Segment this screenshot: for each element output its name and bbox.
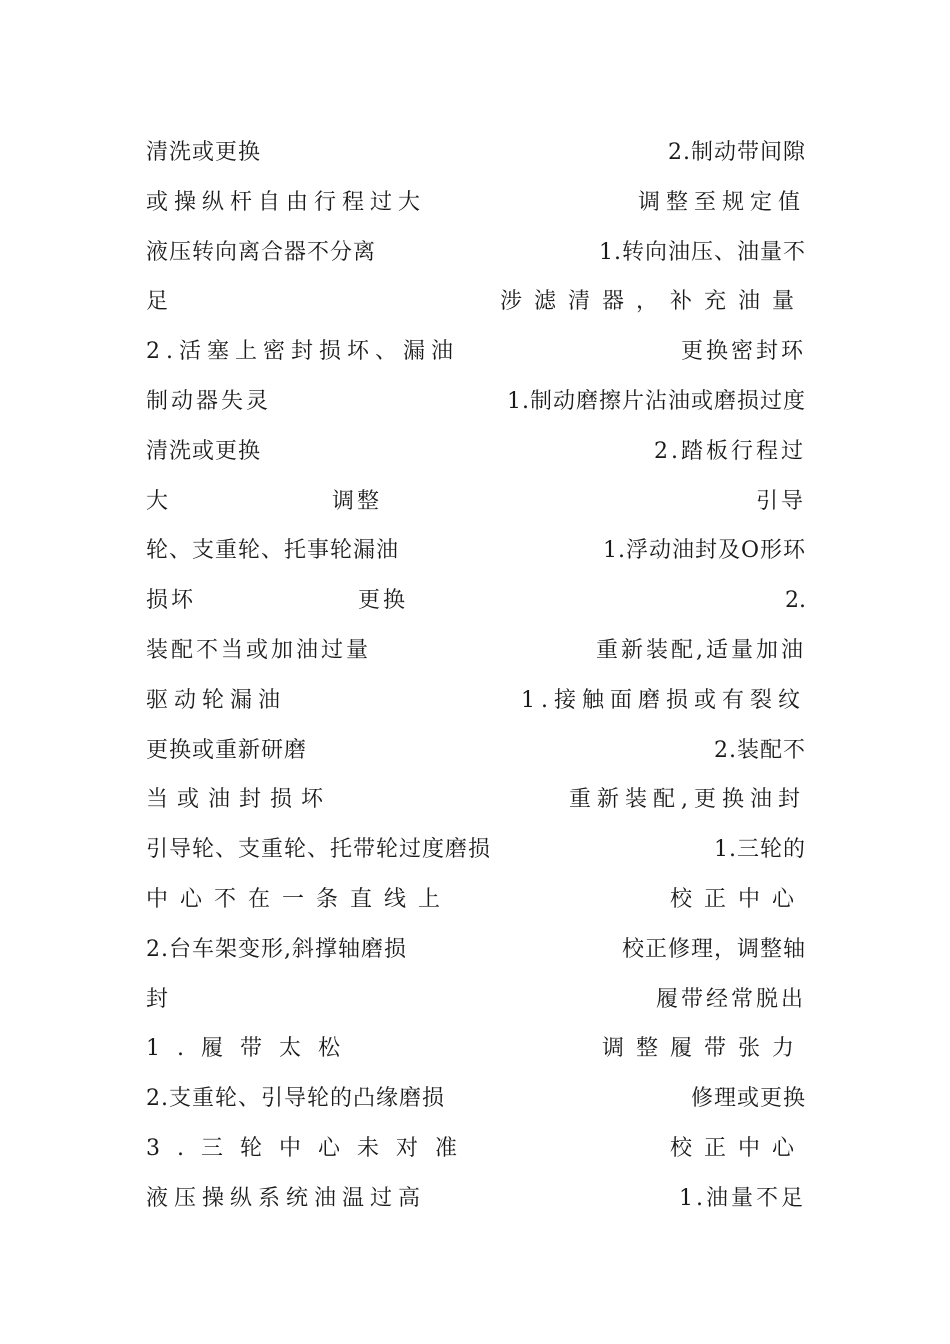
- text-line: [146, 775, 806, 825]
- line-right-text: 校正中心: [669, 886, 806, 912]
- text-line: [146, 228, 806, 278]
- line-left-text: 引导轮、支重轮、托带轮过度磨损: [146, 837, 492, 863]
- line-right-text: 校正修理，调整轴: [621, 936, 806, 962]
- text-line: [146, 925, 806, 975]
- text-line: [146, 1124, 806, 1174]
- text-line: [146, 327, 806, 377]
- line-left-text: 液压转向离合器不分离: [146, 239, 377, 265]
- line-right-text: 履带经常脱出: [655, 986, 806, 1012]
- line-left-text: 2.台车架变形,斜撑轴磨损: [146, 936, 407, 962]
- line-left-text: 2.支重轮、引导轮的凸缘磨损: [146, 1086, 445, 1112]
- line-right-text: 2.踏板行程过: [654, 438, 806, 464]
- line-right-text: 1.油量不足: [679, 1185, 806, 1211]
- line-right-text: 1.制动磨擦片沾油或磨损过度: [507, 388, 806, 414]
- line-left-text: 3.三轮中心未对准: [146, 1135, 474, 1161]
- line-right-text: 调整履带张力: [601, 1036, 806, 1062]
- line-left-text: 足: [146, 289, 169, 315]
- text-line: [146, 726, 806, 776]
- line-right-text: 修理或更换: [690, 1086, 806, 1112]
- text-line: [146, 377, 806, 427]
- line-left-text: 轮、支重轮、托事轮漏油: [146, 538, 400, 564]
- line-left-text: 清洗或更换: [146, 140, 262, 165]
- line-left-text: 驱动轮漏油: [146, 687, 287, 713]
- line-left-text: 损坏: [146, 588, 197, 614]
- line-right-text: 调整至规定值: [637, 189, 806, 215]
- line-right-text: 2.装配不: [714, 737, 806, 763]
- text-line: [146, 1174, 806, 1224]
- text-line: [146, 526, 806, 576]
- line-left-text: 液压操纵系统油温过高: [146, 1185, 427, 1211]
- line-left-text: 装配不当或加油过量: [146, 637, 372, 663]
- line-right-text: 2.制动带间隙: [668, 140, 806, 165]
- text-line: [146, 1074, 806, 1124]
- line-left-text: 清洗或更换: [146, 438, 262, 464]
- line-right-text: 重新装配,更换油封: [569, 787, 806, 813]
- text-line: [146, 626, 806, 676]
- text-line: [146, 178, 806, 228]
- text-line: [146, 975, 806, 1025]
- line-left-text: 制动器失灵: [146, 388, 272, 414]
- line-left-text: 大: [146, 488, 169, 514]
- line-left-text: 更换或重新研磨: [146, 737, 308, 763]
- text-line: [146, 825, 806, 875]
- text-line: [146, 676, 806, 726]
- line-right-text: 重新装配,适量加油: [596, 637, 806, 663]
- text-line: [146, 427, 806, 477]
- line-right-text: 2.: [785, 588, 806, 614]
- line-right-text: 引导: [755, 488, 806, 514]
- text-body: [146, 128, 806, 1224]
- line-middle-text: 更换: [358, 588, 409, 614]
- line-right-text: 校正中心: [669, 1135, 806, 1161]
- text-line: [146, 1024, 806, 1074]
- line-left-text: 2.活塞上密封损坏、漏油: [146, 339, 459, 365]
- line-right-text: 1.三轮的: [714, 837, 806, 863]
- line-middle-text: 调整: [332, 488, 383, 514]
- line-right-text: 1.转向油压、油量不: [599, 239, 806, 265]
- line-left-text: 1.履带太松: [146, 1036, 357, 1062]
- text-line: [146, 477, 806, 527]
- line-right-text: 更换密封环: [680, 339, 806, 365]
- line-left-text: 封: [146, 986, 169, 1012]
- line-right-text: 1.接触面磨损或有裂纹: [521, 687, 806, 713]
- text-line: [146, 875, 806, 925]
- line-right-text: 1.浮动油封及O形环: [602, 538, 806, 564]
- text-line: [146, 576, 806, 626]
- text-line: [146, 128, 806, 178]
- line-left-text: 中心不在一条直线上: [146, 886, 453, 912]
- line-left-text: 或操纵杆自由行程过大: [146, 189, 427, 215]
- text-line: [146, 277, 806, 327]
- line-right-text: 涉滤清器，补充油量: [499, 289, 806, 315]
- line-left-text: 当或油封损坏: [146, 787, 333, 813]
